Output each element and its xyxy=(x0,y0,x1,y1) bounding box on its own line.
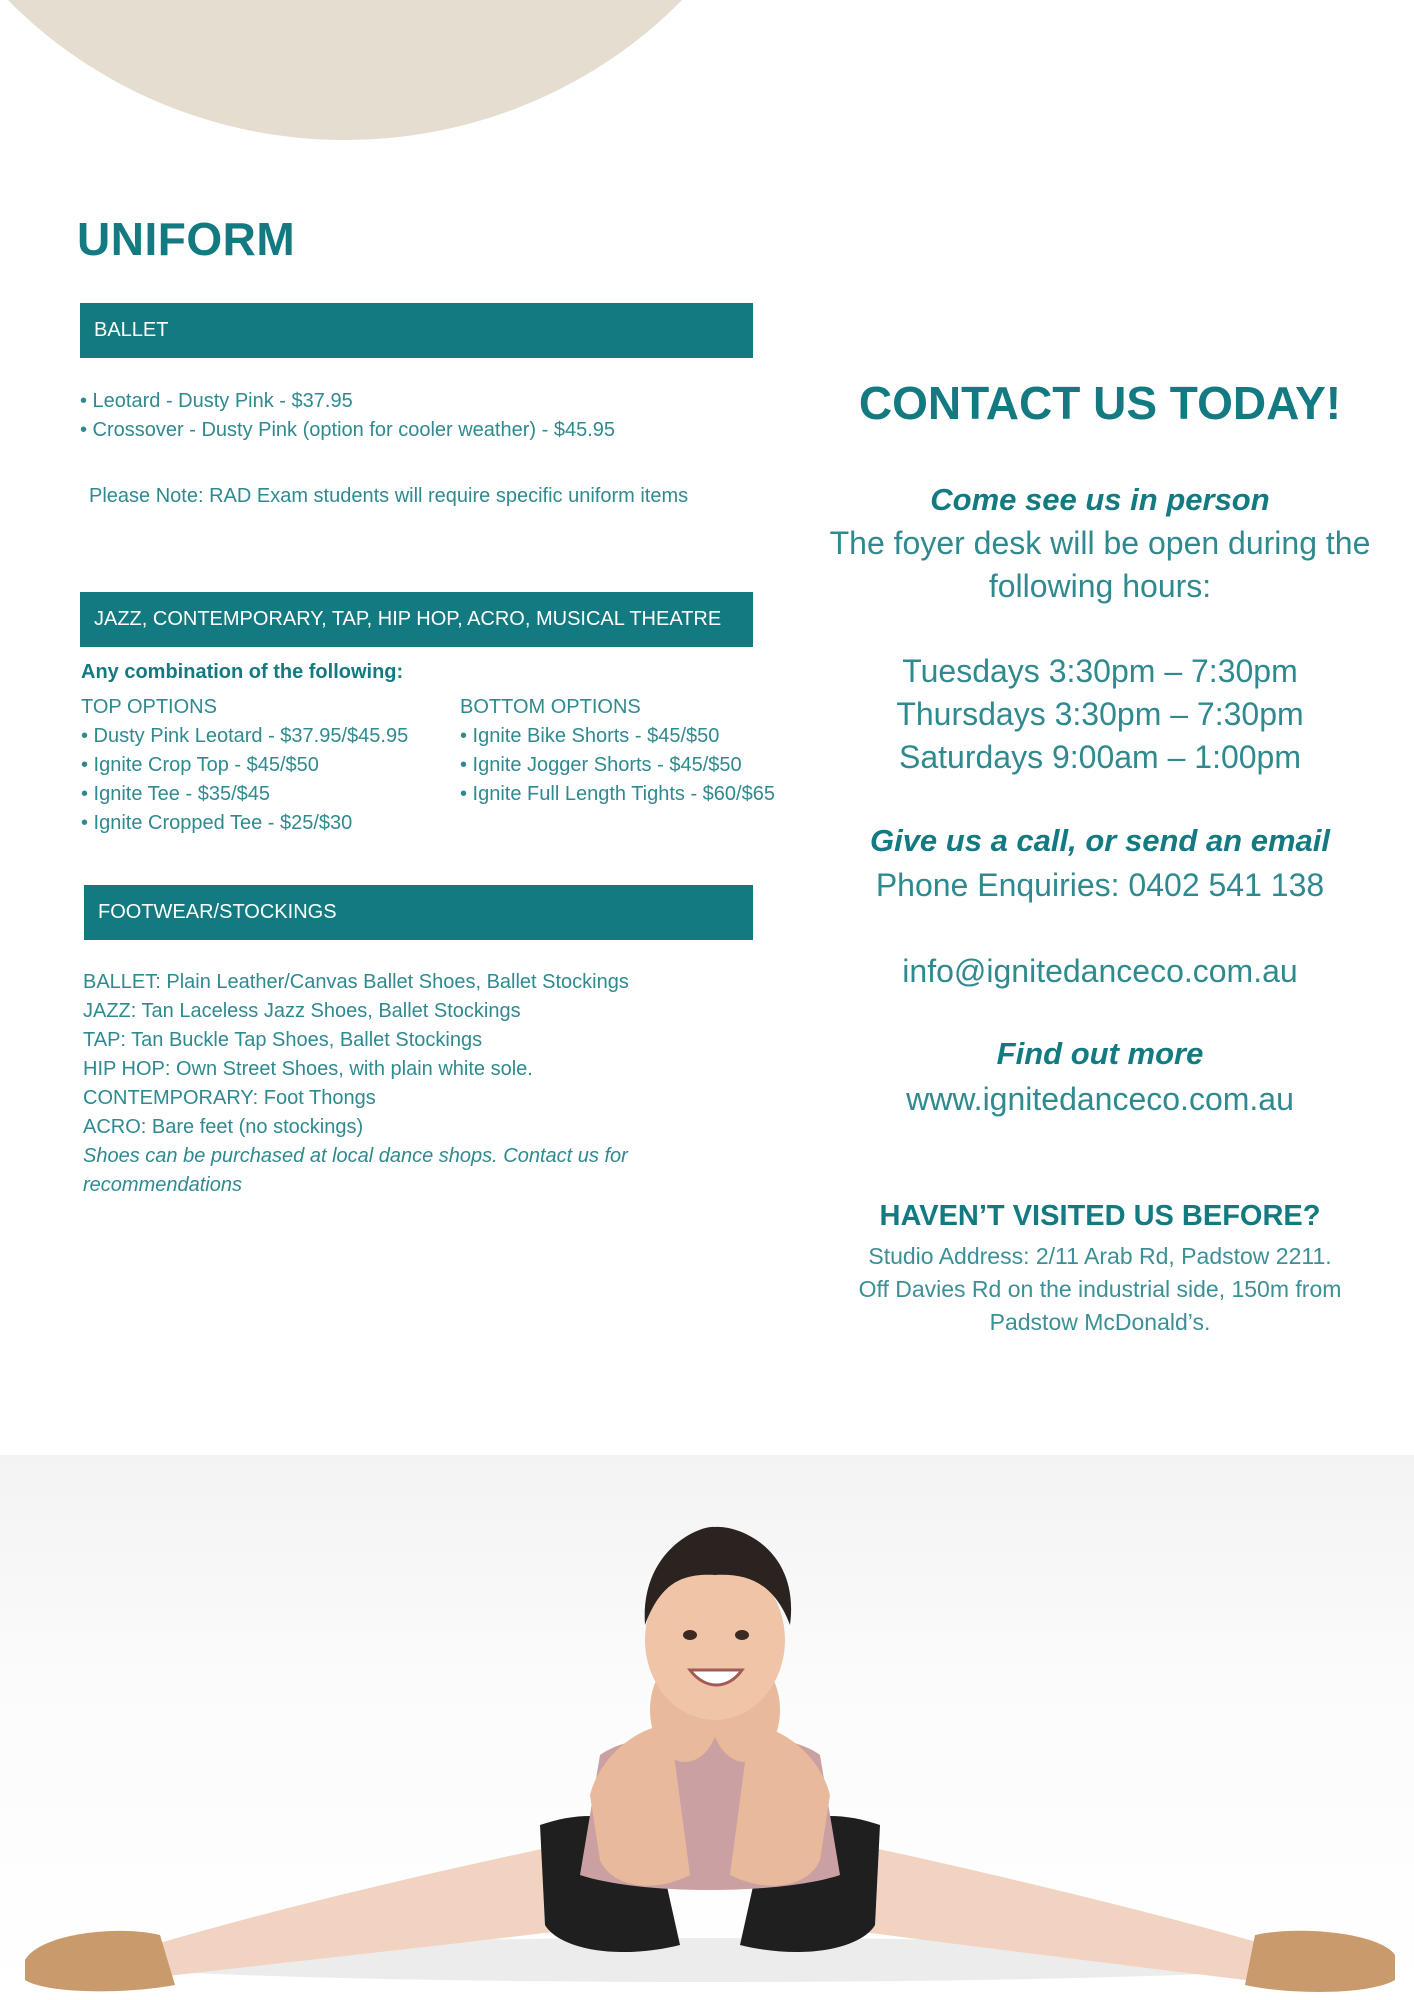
jazz-header-label: JAZZ, CONTEMPORARY, TAP, HIP HOP, ACRO, MUSICAL THEATRE xyxy=(94,608,722,630)
ballet-header-bar xyxy=(80,303,753,358)
combination-intro: Any combination of the following: xyxy=(81,661,404,683)
call-heading: Give us a call, or send an email xyxy=(869,823,1331,858)
hours-item: Tuesdays 3:30pm – 7:30pm xyxy=(902,653,1298,689)
list-item: CONTEMPORARY: Foot Thongs xyxy=(83,1087,376,1109)
list-item: • Leotard - Dusty Pink - $37.95 xyxy=(80,390,353,412)
list-item: • Ignite Cropped Tee - $25/$30 xyxy=(81,812,353,834)
website-link[interactable]: www.ignitedanceco.com.au xyxy=(906,1081,1294,1117)
in-person-heading: Come see us in person xyxy=(930,482,1270,517)
hours-item: Saturdays 9:00am – 1:00pm xyxy=(898,739,1301,775)
list-item: • Ignite Bike Shorts - $45/$50 xyxy=(460,725,720,747)
visited-heading: HAVEN’T VISITED US BEFORE? xyxy=(879,1200,1321,1232)
hours-intro-line: The foyer desk will be open during the xyxy=(829,525,1371,561)
list-item: TAP: Tan Buckle Tap Shoes, Ballet Stockings xyxy=(83,1029,483,1051)
ballet-note: Please Note: RAD Exam students will require specific uniform items xyxy=(89,485,689,507)
opening-hours-list xyxy=(820,650,1380,779)
hours-item: Thursdays 3:30pm – 7:30pm xyxy=(896,696,1304,732)
find-out-more-heading: Find out more xyxy=(996,1036,1204,1071)
footwear-note-line: recommendations xyxy=(83,1174,242,1196)
list-item: ACRO: Bare feet (no stockings) xyxy=(83,1116,364,1138)
list-item: JAZZ: Tan Laceless Jazz Shoes, Ballet Stockings xyxy=(83,1000,521,1022)
address-line: Off Davies Rd on the industrial side, 150m from xyxy=(858,1276,1342,1302)
contact-title: CONTACT US TODAY! xyxy=(858,377,1342,429)
top-options-title: TOP OPTIONS xyxy=(81,696,217,718)
jazz-header-bar xyxy=(80,592,753,647)
footwear-header-bar xyxy=(84,885,753,940)
address-line: Studio Address: 2/11 Arab Rd, Padstow 2211. xyxy=(868,1243,1332,1269)
footwear-note-line: Shoes can be purchased at local dance shops. Contact us for xyxy=(83,1145,628,1167)
studio-address xyxy=(820,1240,1380,1339)
uniform-title: UNIFORM xyxy=(77,213,296,265)
top-options-list xyxy=(81,693,408,838)
list-item: • Dusty Pink Leotard - $37.95/$45.95 xyxy=(81,725,409,747)
decorative-beige-circle xyxy=(0,0,810,140)
footwear-list xyxy=(83,968,629,1200)
list-item: • Crossover - Dusty Pink (option for cooler weather) - $45.95 xyxy=(80,419,615,441)
hours-intro-line: following hours: xyxy=(988,568,1212,604)
dancer-photo xyxy=(0,1455,1414,2000)
email-link[interactable]: info@ignitedanceco.com.au xyxy=(902,953,1298,989)
hours-intro xyxy=(820,522,1380,608)
list-item: BALLET: Plain Leather/Canvas Ballet Shoes, Ballet Stockings xyxy=(83,971,629,993)
phone-enquiries[interactable]: Phone Enquiries: 0402 541 138 xyxy=(875,867,1325,903)
list-item: • Ignite Full Length Tights - $60/$65 xyxy=(460,783,775,805)
dancer-illustration xyxy=(0,1455,1414,2000)
footwear-header-label: FOOTWEAR/STOCKINGS xyxy=(98,901,337,923)
bottom-options-list xyxy=(460,693,775,809)
address-line: Padstow McDonald’s. xyxy=(989,1309,1211,1335)
list-item: • Ignite Crop Top - $45/$50 xyxy=(81,754,319,776)
list-item: • Ignite Jogger Shorts - $45/$50 xyxy=(460,754,742,776)
ballet-header-label: BALLET xyxy=(94,319,169,341)
list-item: HIP HOP: Own Street Shoes, with plain white sole. xyxy=(83,1058,533,1080)
bottom-options-title: BOTTOM OPTIONS xyxy=(460,696,641,718)
list-item: • Ignite Tee - $35/$45 xyxy=(81,783,270,805)
ballet-items-list xyxy=(80,387,615,445)
